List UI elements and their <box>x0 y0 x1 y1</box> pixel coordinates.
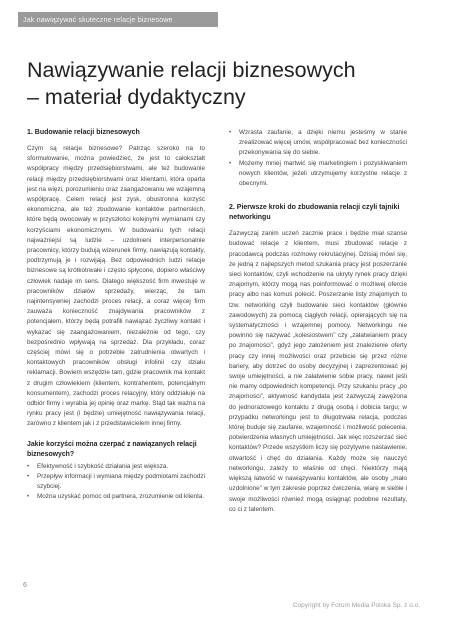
section-1-paragraph: Czym są relacje biznesowe? Patrząc szeroko na to sformułowanie, można powiedzieć, że jest to całokształt współpracy między przedsiębiorstwami, ale też budowanie relacji między przedsiębiorstwami oraz klientami, która oparta jest na więzi, porozumieniu oraz zaangażowaniu we wzajemną współpracę. Celem relacji jest zysk, obustronna korzyść ekonomiczna, ale też zbudowanie kontaktów partnerskich, które będą owocowały w przyszłości kolejnymi wymianami czy korzyściami ekonomicznymi. W budowaniu tych relacji najważniejsi są ludzie – uzdolnieni interpersonalnie pracownicy, którzy budują wizerunek firmy, nawiązują kontakty, podtrzymują je i rozwijają. Bez odpowiednich ludzi relacje biznesowe są krótkotrwałe i często spłycone, dopiero właściwy człowiek nadaje im sens. Dlatego większość firm inwestuje w pracowników działów sprzedaży, wierząc, że tam najintensywniej zachodzi proces relacji, a coraz więcej firm zauważa konieczność znajdywania pracowników z potencjałem, którzy będą potrafili nawiązać życzliwy kontakt i wykazać się zaangażowaniem, niezależnie od tego, czy bezpośrednio wpływają na sprzedaż. Dla przykładu, coraz częściej mówi się o potrzebie zatrudnienia otwartych i kontaktowych pracowników obsługi infolinii czy działu reklamacji. Bowiem wszędzie tam, gdzie pracownik ma kontakt z drugim człowiekiem (klientem, kontrahentem, potencjalnym konsumentem), zachodzi proces relacyjny, który oddziałuje na odbiór firmy i wyrabia jej opinię oraz markę. Stąd tak ważna na rynku pracy jest (i będzie) umiejętność nawiązywania relacji, zarówno z klientem jak i z przedstawicielem innej firmy. <box>27 145 205 428</box>
page-title-line-1: Nawiązywanie relacji biznesowych <box>27 58 356 82</box>
list-item: • Przepływ informacji i wymiana między podmiotami zachodzi szybciej. <box>27 472 205 492</box>
page-title-line-2: – materiał dydaktyczny <box>27 85 246 109</box>
benefits-question: Jakie korzyści można czerpać z nawiązanych relacji biznesowych? <box>27 440 197 458</box>
right-column <box>229 128 407 515</box>
section-2-title: 2. Pierwsze kroki do zbudowania relacji czyli tajniki networkingu <box>229 204 400 222</box>
benefits-list-b <box>229 128 407 189</box>
left-column <box>27 128 205 503</box>
section-1-title: 1. Budowanie relacji biznesowych <box>27 129 140 136</box>
list-item: • Wzrasta zaufanie, a dzięki niemu jesteśmy w stanie zrealizować więcej umów, współpracować bez konieczności przekonywania się do siebie. <box>229 128 407 159</box>
running-header <box>18 12 218 27</box>
page-title <box>27 57 427 111</box>
list-item: • Możemy mniej martwić się marketingiem i pozyskiwaniem nowych klientów, jeżeli utrzymujemy korzystne relacje z obecnymi. <box>229 159 407 190</box>
running-header-label: Jak nawiązywać skuteczne relacje biznesowe <box>23 15 173 24</box>
copyright-notice: Copyright by Forum Media Polska Sp. z o.o. <box>292 602 420 609</box>
list-item: • Efektywność i szybkość działania jest większa. <box>27 462 205 472</box>
page-number: 6 <box>23 582 27 589</box>
benefits-list-a <box>27 462 205 503</box>
list-item: • Można uzyskać pomoc od partnera, zrozumienie od klienta. <box>27 492 205 502</box>
section-2-paragraph: Zazwyczaj zanim uczeń zacznie prace i będzie miał szanse budować relacje z klientem, musi zbudować relacje z pracodawcą podczas rozmowy rekrutacyjnej. Dzisiaj mówi się, że jedną z najlepszych metod szukania pracy jest poszerzanie sieci kontaktów, czyli wchodzenie na ukryty rynek pracy dzięki znajomym, którzy mogą nas poinformować o możliwej ofercie pracy albo nas komuś polecić. Poszerzanie listy znajomych to tzw. networking czyli budowanie sieci kontaktów (głównie zawodowych) za pomocą ciągłych relacji, opierających się na systematyczności i wzajemnej pomocy. Networkingu nie powinno się nazywać „kolesiostwem” czy „załatwianiem pracy po znajomości”, gdyż jego założeniem jest znalezienie oferty pracy czy innej możliwości oraz przebicie się przez różne bariery, aby dotrzeć do osoby decyzyjnej i zaprezentować jej swoje umiejętności, a nie załatwienie sobie pracy, nawet jeśli nie mamy odpowiednich kompetencji. Przy szukaniu pracy „po znajomości”, aktywność kandydata jest zazwyczaj zawężona do jednorazowego kontaktu z drugą osobą i dobicia targu; w przypadku networkingu jest to długotrwała relacja, podczas której buduje się zaufanie, wzajemność i możliwość polecenia, potwierdzenia własnych umiejętności. Jak więc rozszerzać sieć kontaktów? Przede wszystkim liczy się pozytywne nastawienie, otwartość i chęć do działania. Każdy może się nauczyć networkingu, zależy to właśnie od chęci. Niektórzy mają większą łatwość w nawiązywaniu kontaktów, ale osoby „mało uzdolnione” w tym zakresie poprzez ćwiczenia, wiarę w siebie i swoje możliwości również mogą osiągnąć podobne rezultaty, co ci z talentem. <box>229 230 407 513</box>
